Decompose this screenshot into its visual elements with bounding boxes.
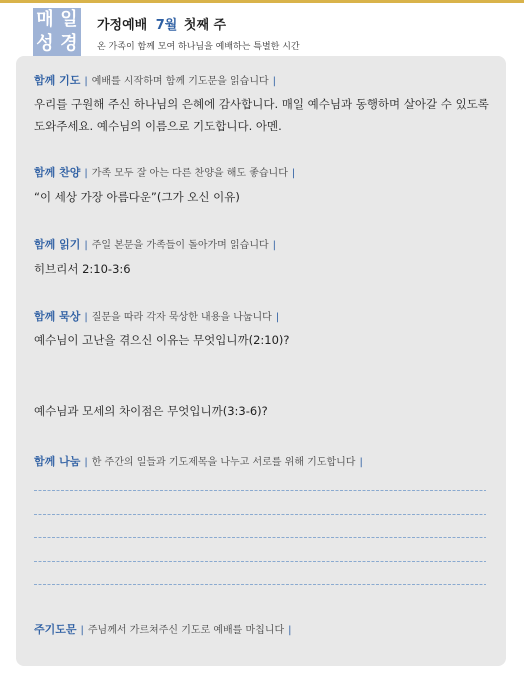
section-header-reading: [34, 236, 280, 252]
section-header-sharing: [34, 453, 367, 469]
writing-line: [34, 583, 486, 586]
daily-bible-logo: [33, 8, 81, 56]
logo-char: 경: [60, 33, 78, 54]
section-desc: 예배를 시작하며 함께 기도문을 읽습니다: [91, 76, 269, 87]
divider: |: [84, 240, 88, 251]
meditation-question-1: 예수님이 고난을 겪으신 이유는 무엇입니까(2:10)?: [34, 333, 290, 347]
logo-char: 성: [36, 33, 54, 54]
divider: |: [84, 312, 88, 323]
section-header-meditation: [34, 308, 283, 324]
divider: |: [272, 240, 277, 251]
section-header-praise: [34, 164, 299, 180]
section-title: 함께 기도: [34, 74, 81, 87]
meditation-question-2: 예수님과 모세의 차이점은 무엇입니까(3:3-6)?: [34, 404, 268, 418]
section-desc: 주님께서 가르쳐주신 기도로 예배를 마칩니다: [87, 625, 285, 636]
praise-song: “이 세상 가장 아름다운”(그가 오신 이유): [34, 190, 240, 204]
logo-char: 매: [36, 9, 54, 30]
divider: |: [80, 625, 84, 636]
section-title: 함께 읽기: [34, 238, 81, 251]
writing-line: [34, 513, 486, 516]
section-desc: 가족 모두 잘 아는 다른 찬양을 해도 좋습니다: [91, 168, 288, 179]
month-label: 7월: [155, 18, 178, 33]
section-title: 함께 나눔: [34, 455, 81, 468]
divider: |: [84, 457, 88, 468]
writing-line: [34, 560, 486, 563]
section-desc: 질문을 따라 각자 묵상한 내용을 나눕니다: [91, 312, 272, 323]
reading-passage: 히브리서 2:10-3:6: [34, 262, 131, 276]
divider: |: [84, 76, 88, 87]
divider: |: [272, 76, 277, 87]
top-accent-line: [0, 0, 524, 3]
section-header-prayer: [34, 72, 280, 88]
divider: |: [275, 312, 280, 323]
title-text: 가정예배: [97, 18, 148, 33]
divider: |: [288, 625, 292, 636]
page-title: [97, 14, 226, 33]
writing-line: [34, 489, 486, 492]
page-subtitle: 온 가족이 함께 모여 하나님을 예배하는 특별한 시간: [97, 42, 300, 52]
divider: |: [359, 457, 363, 468]
logo-char: 일: [60, 9, 78, 30]
writing-line: [34, 536, 486, 539]
worship-card: [16, 56, 506, 666]
section-header-lords-prayer: [34, 621, 296, 637]
section-title: 함께 묵상: [34, 310, 81, 323]
section-title: 주기도문: [34, 623, 77, 636]
week-label: 첫째 주: [183, 18, 227, 33]
prayer-text: 우리를 구원해 주신 하나님의 은혜에 감사합니다. 매일 예수님과 동행하며 살아갈 수 있도록 도와주세요. 예수님의 이름으로 기도합니다. 아멘.: [34, 97, 489, 133]
divider: |: [291, 168, 296, 179]
divider: |: [84, 168, 88, 179]
section-desc: 주일 본문을 가족들이 돌아가며 읽습니다: [91, 240, 269, 251]
section-desc: 한 주간의 일들과 기도제목을 나누고 서로를 위해 기도합니다: [91, 457, 356, 468]
section-title: 함께 찬양: [34, 166, 81, 179]
